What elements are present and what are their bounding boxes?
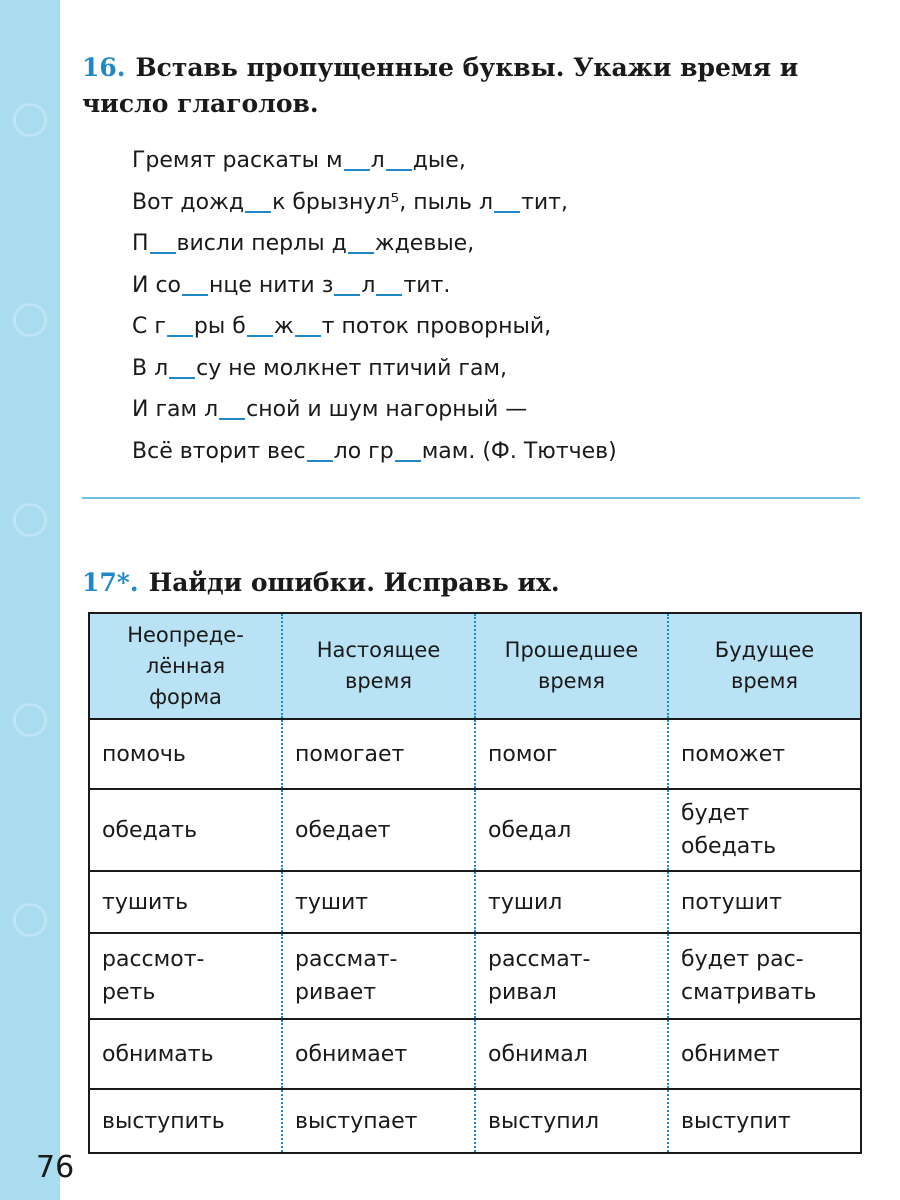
table-cell[interactable] bbox=[282, 871, 475, 933]
poem-line bbox=[132, 306, 860, 348]
table-cell[interactable] bbox=[475, 933, 668, 1019]
letter-blank[interactable] bbox=[376, 294, 402, 296]
verb-form: обедал bbox=[488, 817, 572, 843]
verb-form: обнимать bbox=[102, 1041, 214, 1067]
verb-form: обедать bbox=[681, 834, 777, 859]
letter-blank[interactable] bbox=[169, 377, 195, 379]
poem-fragment: тит, bbox=[521, 189, 568, 215]
table-header-cell bbox=[89, 613, 282, 719]
poem-fragment: ры б bbox=[193, 314, 246, 339]
task-17-number: 17*. bbox=[82, 568, 139, 597]
verb-tense-table bbox=[88, 612, 862, 1154]
table-cell[interactable] bbox=[668, 933, 861, 1019]
poem-fragment: сной и шум нагорный — bbox=[246, 397, 528, 422]
header-text: время bbox=[537, 669, 606, 693]
letter-blank[interactable] bbox=[344, 169, 370, 171]
table-cell[interactable] bbox=[282, 933, 475, 1019]
verb-form: помочь bbox=[102, 741, 186, 767]
answer-line[interactable] bbox=[82, 497, 860, 499]
table-cell[interactable] bbox=[668, 789, 861, 871]
verb-form: тушил bbox=[488, 889, 563, 915]
table-cell[interactable] bbox=[475, 789, 668, 871]
table-cell[interactable] bbox=[668, 719, 861, 789]
letter-blank[interactable] bbox=[348, 252, 374, 254]
table-cell[interactable] bbox=[282, 1019, 475, 1089]
verb-form: рассмат- bbox=[488, 947, 591, 972]
letter-blank[interactable] bbox=[295, 335, 321, 337]
table-cell[interactable] bbox=[89, 1019, 282, 1089]
task-16-number: 16. bbox=[82, 53, 126, 82]
poem-line bbox=[132, 348, 860, 390]
header-text: форма bbox=[149, 684, 222, 709]
poem-fragment: Гремят раскаты м bbox=[132, 148, 343, 173]
verb-form: выступит bbox=[681, 1108, 791, 1134]
verb-form: тушит bbox=[295, 889, 369, 915]
poem-line bbox=[132, 389, 860, 431]
verb-form: обедать bbox=[102, 817, 198, 843]
table-cell[interactable] bbox=[89, 789, 282, 871]
table-cell[interactable] bbox=[475, 719, 668, 789]
table-cell[interactable] bbox=[475, 871, 668, 933]
letter-blank[interactable] bbox=[247, 335, 273, 337]
poem-fragment: тит. bbox=[403, 272, 451, 298]
poem-fragment: нце нити з bbox=[209, 272, 334, 298]
letter-blank[interactable] bbox=[386, 169, 412, 171]
table-cell[interactable] bbox=[89, 719, 282, 789]
task-16-instruction: 16. Вставь пропущенные буквы. Укажи время и число глаголов. bbox=[82, 53, 799, 118]
poem-fragment: И со bbox=[132, 272, 182, 298]
letter-blank[interactable] bbox=[167, 335, 193, 337]
verb-form: выступить bbox=[102, 1108, 225, 1134]
table-cell[interactable] bbox=[475, 1089, 668, 1153]
poem-line bbox=[132, 182, 860, 224]
table-header-row bbox=[89, 613, 861, 719]
verb-form: будет bbox=[681, 801, 750, 826]
table-cell[interactable] bbox=[668, 871, 861, 933]
table-row bbox=[89, 933, 861, 1019]
poem-fragment: ждевые, bbox=[374, 231, 475, 256]
poem-fragment: И гам л bbox=[132, 397, 219, 422]
poem-line bbox=[132, 265, 860, 307]
poem-fragment: л bbox=[370, 148, 385, 173]
table-cell[interactable] bbox=[89, 933, 282, 1019]
verb-form: реть bbox=[102, 980, 156, 1005]
decorative-side-strip bbox=[0, 0, 60, 1200]
table-cell[interactable] bbox=[668, 1089, 861, 1153]
verb-form: будет рас- bbox=[681, 947, 804, 972]
header-text: Прошедшее bbox=[504, 638, 639, 662]
poem-fragment: П bbox=[132, 231, 149, 256]
letter-blank[interactable] bbox=[334, 294, 360, 296]
letter-blank[interactable] bbox=[150, 252, 176, 254]
table-header-cell bbox=[475, 613, 668, 719]
verb-form: помогает bbox=[295, 741, 405, 767]
poem-fragment: к брызнул⁵, пыль л bbox=[272, 189, 494, 215]
verb-form: обнимал bbox=[488, 1041, 588, 1067]
verb-form: рассмат- bbox=[295, 947, 398, 972]
poem-fragment: Вот дожд bbox=[132, 189, 245, 215]
verb-form: тушить bbox=[102, 889, 189, 915]
table-row bbox=[89, 719, 861, 789]
poem-fragment: т поток проворный, bbox=[321, 314, 552, 339]
table-row bbox=[89, 1019, 861, 1089]
verb-form: обнимет bbox=[681, 1041, 780, 1067]
table-cell[interactable] bbox=[668, 1019, 861, 1089]
letter-blank[interactable] bbox=[395, 460, 421, 462]
verb-form: потушит bbox=[681, 889, 782, 915]
table-cell[interactable] bbox=[282, 719, 475, 789]
verb-form: выступает bbox=[295, 1108, 418, 1134]
poem bbox=[132, 140, 860, 472]
poem-fragment: ло гр bbox=[333, 438, 394, 464]
poem-fragment: л bbox=[361, 272, 376, 298]
poem-fragment: висли перлы д bbox=[176, 231, 347, 256]
poem-fragment: Всё вторит вес bbox=[132, 438, 306, 464]
letter-blank[interactable] bbox=[494, 211, 520, 213]
letter-blank[interactable] bbox=[307, 460, 333, 462]
page-number: 76 bbox=[36, 1150, 75, 1185]
poem-fragment: су не молкнет птичий гам, bbox=[196, 355, 508, 381]
task-17 bbox=[82, 565, 860, 601]
verb-form: рассмот- bbox=[102, 947, 205, 972]
poem-fragment: С г bbox=[132, 314, 166, 339]
verb-form: обедает bbox=[295, 817, 391, 843]
letter-blank[interactable] bbox=[182, 294, 208, 296]
verb-form: поможет bbox=[681, 741, 786, 767]
verb-form: ривает bbox=[295, 980, 377, 1005]
table-cell[interactable] bbox=[282, 1089, 475, 1153]
poem-line bbox=[132, 140, 860, 182]
poem-fragment: В л bbox=[132, 355, 169, 381]
task-17-instruction: 17*. Найди ошибки. Исправь их. bbox=[82, 568, 560, 597]
verb-form: сматривать bbox=[681, 980, 817, 1005]
poem-fragment: мам. (Ф. Тютчев) bbox=[421, 438, 617, 464]
table-row bbox=[89, 871, 861, 933]
poem-line bbox=[132, 223, 860, 265]
verb-form: выступил bbox=[488, 1108, 600, 1134]
table-row bbox=[89, 1089, 861, 1153]
table-header-cell bbox=[282, 613, 475, 719]
letter-blank[interactable] bbox=[219, 418, 245, 420]
poem-fragment: ж bbox=[273, 314, 294, 339]
verb-form: помог bbox=[488, 741, 558, 767]
table-header-cell bbox=[668, 613, 861, 719]
header-text: Неопреде- bbox=[127, 622, 244, 647]
table-cell[interactable] bbox=[475, 1019, 668, 1089]
table-cell[interactable] bbox=[282, 789, 475, 871]
table-cell[interactable] bbox=[89, 871, 282, 933]
header-text: время bbox=[730, 669, 799, 693]
header-text: Будущее bbox=[714, 638, 815, 662]
header-text: лённая bbox=[145, 653, 226, 678]
verb-form: обнимает bbox=[295, 1041, 408, 1067]
poem-fragment: дые, bbox=[412, 148, 466, 173]
table-row bbox=[89, 789, 861, 871]
poem-line bbox=[132, 431, 860, 473]
verb-form: ривал bbox=[488, 980, 557, 1005]
header-text: Настоящее bbox=[316, 638, 441, 662]
letter-blank[interactable] bbox=[245, 211, 271, 213]
task-16 bbox=[82, 50, 860, 472]
table-cell[interactable] bbox=[89, 1089, 282, 1153]
header-text: время bbox=[344, 669, 413, 693]
